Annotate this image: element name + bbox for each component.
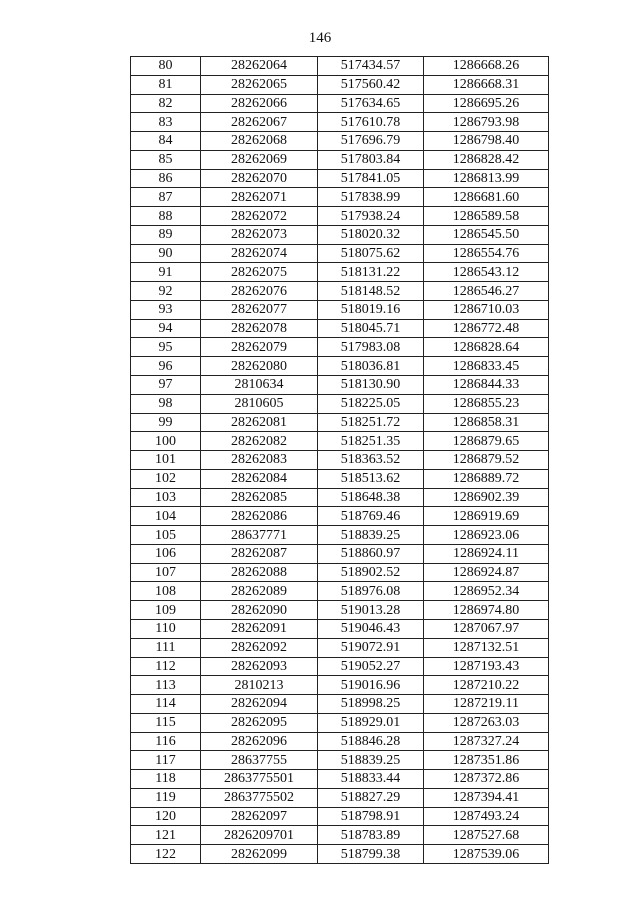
y-coordinate-cell: 1287132.51 bbox=[424, 638, 549, 657]
point-id-cell: 2826209701 bbox=[201, 826, 318, 845]
point-id-cell: 28262073 bbox=[201, 225, 318, 244]
table-row bbox=[131, 713, 549, 732]
table-row bbox=[131, 132, 549, 151]
x-coordinate-cell: 518860.97 bbox=[318, 544, 424, 563]
table-row bbox=[131, 657, 549, 676]
point-id-cell: 28262096 bbox=[201, 732, 318, 751]
y-coordinate-cell: 1287263.03 bbox=[424, 713, 549, 732]
point-number-cell: 84 bbox=[131, 132, 201, 151]
table-row bbox=[131, 845, 549, 864]
point-id-cell: 28262078 bbox=[201, 319, 318, 338]
x-coordinate-cell: 518148.52 bbox=[318, 282, 424, 301]
y-coordinate-cell: 1287493.24 bbox=[424, 807, 549, 826]
x-coordinate-cell: 518827.29 bbox=[318, 788, 424, 807]
table-body bbox=[131, 57, 549, 864]
x-coordinate-cell: 519072.91 bbox=[318, 638, 424, 657]
x-coordinate-cell: 517838.99 bbox=[318, 188, 424, 207]
point-id-cell: 28262089 bbox=[201, 582, 318, 601]
y-coordinate-cell: 1286974.80 bbox=[424, 601, 549, 620]
y-coordinate-cell: 1286923.06 bbox=[424, 526, 549, 545]
x-coordinate-cell: 518929.01 bbox=[318, 713, 424, 732]
x-coordinate-cell: 518036.81 bbox=[318, 357, 424, 376]
y-coordinate-cell: 1286772.48 bbox=[424, 319, 549, 338]
table-row bbox=[131, 488, 549, 507]
point-number-cell: 80 bbox=[131, 57, 201, 76]
table-row bbox=[131, 282, 549, 301]
table-row bbox=[131, 695, 549, 714]
point-id-cell: 28262095 bbox=[201, 713, 318, 732]
y-coordinate-cell: 1286695.26 bbox=[424, 94, 549, 113]
table-row bbox=[131, 601, 549, 620]
point-number-cell: 88 bbox=[131, 207, 201, 226]
point-id-cell: 28262084 bbox=[201, 469, 318, 488]
table-row bbox=[131, 263, 549, 282]
table-row bbox=[131, 376, 549, 395]
y-coordinate-cell: 1287067.97 bbox=[424, 619, 549, 638]
point-number-cell: 102 bbox=[131, 469, 201, 488]
point-id-cell: 28262074 bbox=[201, 244, 318, 263]
point-id-cell: 28262092 bbox=[201, 638, 318, 657]
y-coordinate-cell: 1286924.11 bbox=[424, 544, 549, 563]
point-number-cell: 122 bbox=[131, 845, 201, 864]
point-number-cell: 100 bbox=[131, 432, 201, 451]
point-number-cell: 90 bbox=[131, 244, 201, 263]
point-id-cell: 2863775502 bbox=[201, 788, 318, 807]
point-id-cell: 28637771 bbox=[201, 526, 318, 545]
point-number-cell: 104 bbox=[131, 507, 201, 526]
table-row bbox=[131, 300, 549, 319]
table-row bbox=[131, 676, 549, 695]
table-row bbox=[131, 563, 549, 582]
table-row bbox=[131, 319, 549, 338]
x-coordinate-cell: 517803.84 bbox=[318, 150, 424, 169]
table-row bbox=[131, 638, 549, 657]
x-coordinate-cell: 518846.28 bbox=[318, 732, 424, 751]
point-id-cell: 28262085 bbox=[201, 488, 318, 507]
x-coordinate-cell: 517696.79 bbox=[318, 132, 424, 151]
table-row bbox=[131, 507, 549, 526]
point-id-cell: 28262099 bbox=[201, 845, 318, 864]
x-coordinate-cell: 519052.27 bbox=[318, 657, 424, 676]
point-number-cell: 121 bbox=[131, 826, 201, 845]
point-number-cell: 111 bbox=[131, 638, 201, 657]
point-id-cell: 2810605 bbox=[201, 394, 318, 413]
y-coordinate-cell: 1286828.42 bbox=[424, 150, 549, 169]
table-row bbox=[131, 75, 549, 94]
table-row bbox=[131, 619, 549, 638]
y-coordinate-cell: 1287351.86 bbox=[424, 751, 549, 770]
x-coordinate-cell: 519016.96 bbox=[318, 676, 424, 695]
point-id-cell: 28262082 bbox=[201, 432, 318, 451]
x-coordinate-cell: 518976.08 bbox=[318, 582, 424, 601]
point-id-cell: 28262091 bbox=[201, 619, 318, 638]
y-coordinate-cell: 1287210.22 bbox=[424, 676, 549, 695]
x-coordinate-cell: 518769.46 bbox=[318, 507, 424, 526]
point-number-cell: 113 bbox=[131, 676, 201, 695]
point-number-cell: 92 bbox=[131, 282, 201, 301]
point-number-cell: 94 bbox=[131, 319, 201, 338]
point-id-cell: 28262093 bbox=[201, 657, 318, 676]
point-id-cell: 28262083 bbox=[201, 451, 318, 470]
point-id-cell: 28262075 bbox=[201, 263, 318, 282]
table-row bbox=[131, 770, 549, 789]
table-row bbox=[131, 469, 549, 488]
y-coordinate-cell: 1287193.43 bbox=[424, 657, 549, 676]
table-row bbox=[131, 113, 549, 132]
x-coordinate-cell: 518045.71 bbox=[318, 319, 424, 338]
point-number-cell: 93 bbox=[131, 300, 201, 319]
y-coordinate-cell: 1287527.68 bbox=[424, 826, 549, 845]
x-coordinate-cell: 518648.38 bbox=[318, 488, 424, 507]
point-id-cell: 28262071 bbox=[201, 188, 318, 207]
x-coordinate-cell: 518513.62 bbox=[318, 469, 424, 488]
point-number-cell: 116 bbox=[131, 732, 201, 751]
y-coordinate-cell: 1286668.26 bbox=[424, 57, 549, 76]
point-number-cell: 110 bbox=[131, 619, 201, 638]
point-id-cell: 28262080 bbox=[201, 357, 318, 376]
point-id-cell: 28262065 bbox=[201, 75, 318, 94]
coordinates-table bbox=[130, 56, 549, 864]
point-number-cell: 117 bbox=[131, 751, 201, 770]
table-row bbox=[131, 807, 549, 826]
point-id-cell: 28262094 bbox=[201, 695, 318, 714]
y-coordinate-cell: 1287219.11 bbox=[424, 695, 549, 714]
x-coordinate-cell: 517560.42 bbox=[318, 75, 424, 94]
point-id-cell: 28262067 bbox=[201, 113, 318, 132]
point-number-cell: 89 bbox=[131, 225, 201, 244]
y-coordinate-cell: 1286546.27 bbox=[424, 282, 549, 301]
table-row bbox=[131, 244, 549, 263]
point-number-cell: 91 bbox=[131, 263, 201, 282]
x-coordinate-cell: 518998.25 bbox=[318, 695, 424, 714]
y-coordinate-cell: 1286798.40 bbox=[424, 132, 549, 151]
x-coordinate-cell: 518798.91 bbox=[318, 807, 424, 826]
y-coordinate-cell: 1286879.65 bbox=[424, 432, 549, 451]
point-number-cell: 97 bbox=[131, 376, 201, 395]
y-coordinate-cell: 1286952.34 bbox=[424, 582, 549, 601]
y-coordinate-cell: 1286710.03 bbox=[424, 300, 549, 319]
y-coordinate-cell: 1286855.23 bbox=[424, 394, 549, 413]
point-number-cell: 114 bbox=[131, 695, 201, 714]
point-number-cell: 96 bbox=[131, 357, 201, 376]
table-row bbox=[131, 544, 549, 563]
x-coordinate-cell: 517983.08 bbox=[318, 338, 424, 357]
y-coordinate-cell: 1286543.12 bbox=[424, 263, 549, 282]
point-id-cell: 28262081 bbox=[201, 413, 318, 432]
point-id-cell: 28262079 bbox=[201, 338, 318, 357]
table-row bbox=[131, 150, 549, 169]
x-coordinate-cell: 519013.28 bbox=[318, 601, 424, 620]
y-coordinate-cell: 1286813.99 bbox=[424, 169, 549, 188]
y-coordinate-cell: 1286589.58 bbox=[424, 207, 549, 226]
point-number-cell: 98 bbox=[131, 394, 201, 413]
point-number-cell: 119 bbox=[131, 788, 201, 807]
table-row bbox=[131, 732, 549, 751]
y-coordinate-cell: 1287394.41 bbox=[424, 788, 549, 807]
table-row bbox=[131, 751, 549, 770]
x-coordinate-cell: 518130.90 bbox=[318, 376, 424, 395]
y-coordinate-cell: 1286793.98 bbox=[424, 113, 549, 132]
point-number-cell: 81 bbox=[131, 75, 201, 94]
x-coordinate-cell: 518225.05 bbox=[318, 394, 424, 413]
point-id-cell: 28262064 bbox=[201, 57, 318, 76]
y-coordinate-cell: 1287539.06 bbox=[424, 845, 549, 864]
point-number-cell: 99 bbox=[131, 413, 201, 432]
x-coordinate-cell: 517610.78 bbox=[318, 113, 424, 132]
y-coordinate-cell: 1286879.52 bbox=[424, 451, 549, 470]
point-number-cell: 107 bbox=[131, 563, 201, 582]
table-row bbox=[131, 526, 549, 545]
table-row bbox=[131, 432, 549, 451]
y-coordinate-cell: 1286833.45 bbox=[424, 357, 549, 376]
y-coordinate-cell: 1286902.39 bbox=[424, 488, 549, 507]
y-coordinate-cell: 1286545.50 bbox=[424, 225, 549, 244]
x-coordinate-cell: 519046.43 bbox=[318, 619, 424, 638]
y-coordinate-cell: 1286668.31 bbox=[424, 75, 549, 94]
y-coordinate-cell: 1286889.72 bbox=[424, 469, 549, 488]
table-row bbox=[131, 225, 549, 244]
point-id-cell: 28262072 bbox=[201, 207, 318, 226]
point-id-cell: 28262077 bbox=[201, 300, 318, 319]
table-row bbox=[131, 788, 549, 807]
table-row bbox=[131, 413, 549, 432]
table-row bbox=[131, 169, 549, 188]
point-number-cell: 85 bbox=[131, 150, 201, 169]
point-number-cell: 109 bbox=[131, 601, 201, 620]
x-coordinate-cell: 518783.89 bbox=[318, 826, 424, 845]
point-id-cell: 2863775501 bbox=[201, 770, 318, 789]
point-id-cell: 28262068 bbox=[201, 132, 318, 151]
x-coordinate-cell: 518902.52 bbox=[318, 563, 424, 582]
point-number-cell: 86 bbox=[131, 169, 201, 188]
point-id-cell: 2810634 bbox=[201, 376, 318, 395]
x-coordinate-cell: 518251.35 bbox=[318, 432, 424, 451]
x-coordinate-cell: 518839.25 bbox=[318, 526, 424, 545]
table-row bbox=[131, 338, 549, 357]
point-number-cell: 101 bbox=[131, 451, 201, 470]
table-row bbox=[131, 207, 549, 226]
point-number-cell: 95 bbox=[131, 338, 201, 357]
x-coordinate-cell: 518799.38 bbox=[318, 845, 424, 864]
point-id-cell: 28262088 bbox=[201, 563, 318, 582]
point-number-cell: 120 bbox=[131, 807, 201, 826]
point-number-cell: 103 bbox=[131, 488, 201, 507]
x-coordinate-cell: 518019.16 bbox=[318, 300, 424, 319]
point-id-cell: 28262076 bbox=[201, 282, 318, 301]
table-row bbox=[131, 188, 549, 207]
point-id-cell: 28262069 bbox=[201, 150, 318, 169]
point-id-cell: 28262086 bbox=[201, 507, 318, 526]
page-number: 146 bbox=[308, 30, 332, 46]
point-number-cell: 118 bbox=[131, 770, 201, 789]
x-coordinate-cell: 517434.57 bbox=[318, 57, 424, 76]
x-coordinate-cell: 518131.22 bbox=[318, 263, 424, 282]
table-row bbox=[131, 451, 549, 470]
point-id-cell: 28262070 bbox=[201, 169, 318, 188]
point-number-cell: 105 bbox=[131, 526, 201, 545]
point-id-cell: 28262097 bbox=[201, 807, 318, 826]
point-number-cell: 87 bbox=[131, 188, 201, 207]
point-number-cell: 82 bbox=[131, 94, 201, 113]
y-coordinate-cell: 1286554.76 bbox=[424, 244, 549, 263]
x-coordinate-cell: 518833.44 bbox=[318, 770, 424, 789]
table-row bbox=[131, 582, 549, 601]
y-coordinate-cell: 1287327.24 bbox=[424, 732, 549, 751]
table-row bbox=[131, 357, 549, 376]
x-coordinate-cell: 518363.52 bbox=[318, 451, 424, 470]
x-coordinate-cell: 518020.32 bbox=[318, 225, 424, 244]
point-number-cell: 108 bbox=[131, 582, 201, 601]
table-row bbox=[131, 394, 549, 413]
y-coordinate-cell: 1286919.69 bbox=[424, 507, 549, 526]
point-number-cell: 112 bbox=[131, 657, 201, 676]
y-coordinate-cell: 1286844.33 bbox=[424, 376, 549, 395]
y-coordinate-cell: 1286924.87 bbox=[424, 563, 549, 582]
point-number-cell: 83 bbox=[131, 113, 201, 132]
x-coordinate-cell: 518839.25 bbox=[318, 751, 424, 770]
y-coordinate-cell: 1287372.86 bbox=[424, 770, 549, 789]
point-id-cell: 28637755 bbox=[201, 751, 318, 770]
point-id-cell: 28262066 bbox=[201, 94, 318, 113]
point-number-cell: 106 bbox=[131, 544, 201, 563]
point-number-cell: 115 bbox=[131, 713, 201, 732]
point-id-cell: 28262090 bbox=[201, 601, 318, 620]
x-coordinate-cell: 517634.65 bbox=[318, 94, 424, 113]
y-coordinate-cell: 1286681.60 bbox=[424, 188, 549, 207]
y-coordinate-cell: 1286858.31 bbox=[424, 413, 549, 432]
x-coordinate-cell: 517841.05 bbox=[318, 169, 424, 188]
table-row bbox=[131, 57, 549, 76]
table-row bbox=[131, 94, 549, 113]
x-coordinate-cell: 517938.24 bbox=[318, 207, 424, 226]
table-row bbox=[131, 826, 549, 845]
x-coordinate-cell: 518251.72 bbox=[318, 413, 424, 432]
point-id-cell: 2810213 bbox=[201, 676, 318, 695]
point-id-cell: 28262087 bbox=[201, 544, 318, 563]
y-coordinate-cell: 1286828.64 bbox=[424, 338, 549, 357]
x-coordinate-cell: 518075.62 bbox=[318, 244, 424, 263]
